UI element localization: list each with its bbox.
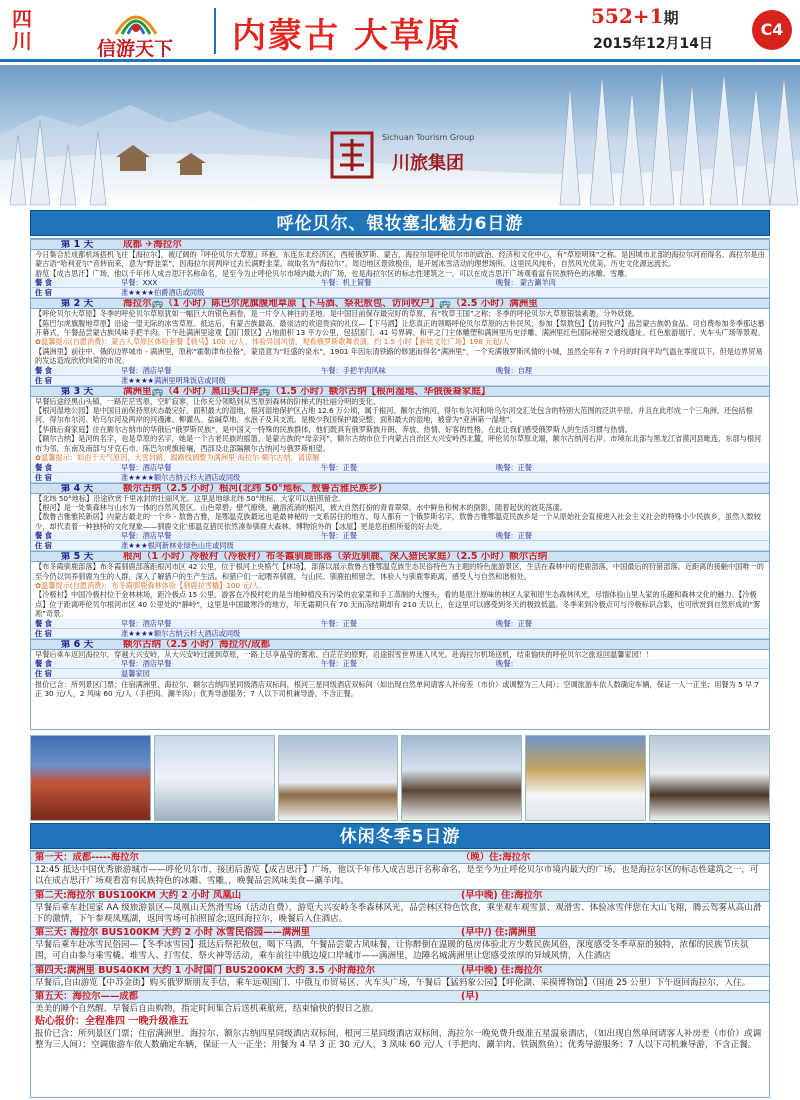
issue-num: 552: [591, 4, 633, 28]
day-row: [31, 551, 769, 562]
dinner: 晚餐：: [496, 658, 518, 668]
hotel: 温馨家园: [121, 668, 150, 678]
lunch: 午餐：手把羊肉风味: [321, 365, 386, 375]
sun-icon: [108, 6, 164, 36]
page-title: 内蒙古 大草原: [232, 16, 462, 56]
day-route: 满洲里🚌（4 小时）黑山头口岸🚌（1.5 小时）额尔古纳【根河湿地、华俄後裔家庭】: [123, 385, 491, 397]
day-row: [31, 298, 769, 309]
tour6-title-banner: 呼伦贝尔、银妆塞北魅力6日游: [30, 210, 770, 236]
day-paragraph: 【额尔古纳】是河的名字，也是草原的名字，她是一个古老民族的摇篮，是蒙古族的“母亲河”，额尔古纳市位于内蒙古自治区大兴安岭西北麓，呼伦贝尔草原北端，额尔古纳河右岸。市境东北部与黑龙江省漠河县毗连，东部与根河市为邻，东南及南部与牙克石市、陈巴尔虎旗接壤，西部及北部隔额尔古纳河与俄罗斯相望。: [35, 434, 762, 453]
photo-strip: [30, 735, 770, 821]
tour6-itinerary: [30, 238, 770, 730]
lunch: 午餐：正餐: [321, 462, 357, 472]
day-header: [31, 926, 769, 939]
meal-row: [31, 659, 769, 669]
brand-chinese-name: 川旅集团: [392, 153, 464, 174]
breakfast: 早餐：酒店早餐: [121, 462, 172, 472]
day-paragraph: 【陈巴尔虎旗腹地草原】沿途一望无际的冰雪草原。抵达后，有蒙古族最高、最崇洁的欢迎贵宾的礼仪—【下马酒】让您真正的领略呼伦贝尔草原的古朴民风；参加【祭敖包】【访问牧户】品尝蒙古族奶食品。可自费参加冬季那达慕开幕式，午餐品尝蒙古族风味手把羊肉。下午赴满洲里途观【国门景区】占地面积 13 平方公里，包括国门、41 号界碑、和平之门主体雕塑和满洲里历史浮雕、满洲里红色国际秘密交通线遗址、红色旅游展厅、火车头广场等景观。: [35, 318, 765, 338]
day-accommodation: (早中晚) 住:海拉尔: [461, 964, 543, 976]
day-paragraph: 早餐后乘车赴冰雪民俗园—【冬季冰雪园】抵达后祭祀敖包，喝下马酒，午餐品尝蒙古风味餐，让你醉倒在温暖的毡房体验北方少数民族风俗，深度感受冬季草原的独特，浓郁的民族节庆氛围，可自由参与乘雪橇、堆雪人、打雪仗、祭火神等活动，乘车前往中俄边境口岸城市——满洲里，边陲名城满洲里让您感受浓厚的异域风情，入住酒店: [35, 940, 749, 962]
day-tip: ✿温馨提示(自愿消费)：布冬霞驯鹿森林体验【驯鹿拉雪橇】100 元/人。: [35, 580, 267, 590]
day-label: 第 3 天: [60, 385, 94, 397]
day-tip: ✿温馨提示：如由于天气原因，大雪封路，跟路线调整为满洲里-海拉尔-额尔古纳，请谅解: [35, 453, 320, 463]
day-paragraph: 【布冬霞驯鹿部落】布冬霞驯鹿部落距根河市区 42 公里，位于根河上央格气【林场】，部落以展示敖鲁古雅鄂温克族生态民俗特色为主题的特色旅游景区，生活在森林中的使鹿部落，中国最后的狩猎部落。近距离的接触中国唯一的至今仍以饲养驯鹿为生的人群，深入了解猎户的生产生活。和猎户们一起喂养驯鹿，与山民、驯鹿拍照留念，体验人与驯鹿零距离，感受人与自然和谐相处。: [35, 562, 764, 581]
day-route: 额尔古纳（2.5 小时）根河(北纬 50°地标、敖鲁古雅民族乡): [123, 482, 383, 494]
breakfast: 早餐：酒店早餐: [121, 618, 172, 628]
meal-label: 餐 食: [35, 658, 52, 668]
hotel: 准★★★★额尔古纳云杉大酒店或同级: [121, 628, 241, 638]
issue-suffix: 期: [663, 9, 679, 27]
stay-label: 住 宿: [35, 668, 52, 678]
lunch: 午餐：正餐: [321, 531, 357, 541]
photo-horse-riders: [401, 735, 522, 821]
photo-frosted-trees: [154, 735, 275, 821]
day-route: 额尔古纳（2.5 小时）海拉尔/成都: [123, 638, 271, 650]
meal-row: [31, 463, 769, 473]
day-route: 成都 ✈海拉尔: [123, 239, 182, 250]
page-header: [0, 0, 800, 62]
dinner: 晚餐：正餐: [496, 462, 532, 472]
day-paragraph: 【根河】是一处集森林与山水为一体的自然风景区。山色翠碧，壁气缭绕，融溶流淌的根河，被大自然打扮的青青翠翠，水中鲜鱼和树木的倒影，随着起伏的波花荡漾。: [35, 502, 567, 512]
day-paragraph: 早餐后,自由游览【中苏金街】购买俄罗斯朋友手信，乘车远观国门、中俄互市贸易区、火车头广场，午餐后【猛犸象公园】【呼伦湖、采摸博物馆】（国道 25 公里）下午返回海拉尔，入住。: [35, 977, 751, 988]
breakfast: 早餐：酒店早餐: [121, 531, 172, 541]
day-route: 根河（1 小时）冷极村（冷极村）布冬霞驯鹿部落（亲近驯鹿、深入猎民家庭）（2.5 小时）额尔古纳: [123, 551, 548, 563]
province-label: 四川: [12, 7, 32, 53]
lunch: 午餐：正餐: [321, 618, 357, 628]
day-paragraph: 早餐后途经黑山头镇，一路茫茫雪原，空旷寂寥，让你充分领略到从雪原到森林的阶梯式的壮丽分明的变化。: [35, 396, 381, 406]
lunch: 午餐：正餐: [321, 658, 357, 668]
photo-camels-in-snow: [278, 735, 399, 821]
day-label: 第 5 天: [60, 551, 94, 563]
day-label: 第 2 天: [60, 298, 94, 310]
stay-row: [31, 473, 769, 483]
day-label: 第 6 天: [60, 638, 94, 650]
photo-birch-road: [525, 735, 646, 821]
day-accommodation: (早): [461, 991, 479, 1003]
day-paragraph: 游览【成吉思汗】广场，他以千年伟人成吉思汗名称命名，是至今为止呼伦贝尔市境内最大的广场，也是海拉尔区的标志性建筑之一，可以在成吉思汗广场观看富有民族特色的冰雕、雪雕。: [35, 268, 632, 278]
day-title: 第五天：海拉尔——成都: [35, 991, 139, 1003]
stay-label: 住 宿: [35, 375, 52, 385]
issue-date: 2015年12月14日: [593, 36, 713, 52]
day-paragraph: 【华俄后裔家庭】住在额尔古纳市的华俄后“俄罗斯民族”，是中国又一特殊的民族群体，他们既具有俄罗斯族开朗、奔放、热情、好客的性格，在此让我们感受俄罗斯人的生活习惯与热情。: [35, 424, 632, 434]
day-paragraph: 早餐后乘车返回海拉尔，穿越大兴安岭，从大兴安岭过渡到草原，一路上尽享晶莹的雾凇、白茫茫的原野，沿途银雪世界迷人风光。赴海拉尔机场送机，结束愉快的呼伦贝尔之旅返回温馨家园！！: [35, 649, 654, 659]
stay-label: 住 宿: [35, 472, 52, 482]
breakfast: 早餐：酒店早餐: [121, 658, 172, 668]
tour5-title-banner: 休闲冬季5日游: [30, 823, 770, 849]
issue-number: [591, 4, 678, 28]
day-paragraph: 美美的睡个自然醒，早餐后自由购物，指定时间集合后送机乘航班，结束愉快的假日之旅。: [35, 1004, 379, 1015]
stay-row: [31, 541, 769, 551]
day-title: 第三天: 海拉尔 BUS100KM 大约 2 小时 冰雪民俗园——满洲里: [35, 927, 311, 939]
issue-plus: +1: [632, 4, 664, 28]
meal-label: 餐 食: [35, 278, 52, 288]
day-row: [31, 639, 769, 650]
stay-row: [31, 376, 769, 386]
stay-row: [31, 669, 769, 679]
brand-english-name: Sichuan Tourism Group: [382, 133, 475, 142]
day-title: 第一天：成都-----海拉尔: [35, 852, 139, 863]
brand-seal-icon: [330, 131, 374, 181]
meal-row: [31, 531, 769, 541]
dinner: 晚餐：正餐: [496, 618, 532, 628]
meal-label: 餐 食: [35, 462, 52, 472]
day-paragraph: 今日集合於成都机场搭机飞往【海拉尔】，被辽阔的『呼伦贝尔大草原』环抱，东连东北经济区，西接俄罗斯、蒙古，海拉尔是呼伦贝尔市的政治、经济和文化中心，有“草原明珠”之称。是因城市北部的海拉尔河而得名。海拉尔是由蒙古语“哈利亚尔”音转而来，意为“野韭菜”，因海拉尔河两岸过去长满野韭菜，故取名为“海拉尔”。周边地区景致极佳，是开展冰雪活动的理想场所。这里民风纯朴，自然风光优美，历史文化源远流长。: [35, 250, 765, 269]
day-paragraph: 12:45 抵达中国优秀旅游城市——呼伦贝尔市，接团后游览【成吉思汗】广场，他以千年伟人成吉思汗名称命名，是至今为止呼伦贝尔市境内最大的广场，也是海拉尔区的标志性建筑之一，可以在成吉思汗广场观看富有民族特色的冰雕、雪雕。，晚餐品尝风味美食—涮羊肉。: [35, 865, 759, 887]
day-paragraph: 【根河湿地公园】是中国目前保持原状态最完好、面积最大的湿地，根河湿地保护区占地 12.6 万公顷，属于根河、额尔古纳河、得尔布尔河和哈乌尔河交汇处包含的特别大范围的泛洪平原，并且在此形成一个三角洲，还包括根河、得尔布尔河、哈乌尔河及两岸的河漫滩、柳灌丛、盐碱草地、水泡子及其支流。是极少我国保护最完整、面积最大的湿地，被誉为“亚洲第一湿地”。: [35, 406, 753, 425]
stay-label: 住 宿: [35, 628, 52, 638]
lunch: 午餐：机上简餐: [321, 278, 372, 288]
dinner: 晚餐：自理: [496, 365, 532, 375]
day-paragraph: 【呼伦贝尔大草原】冬季的呼伦贝尔草原犹如一幅巨大的银色画卷，是一片令人神往的圣地。是中国目前保存最完好的草原，有“牧草王国”之称；冬季的呼伦贝尔大草原银装素裹，分外妖娆。: [35, 309, 640, 319]
tour5-price-info: 报价已含：所列景区门票；住宿满洲里、海拉尔、额尔古纳四星同级酒店双标间，根河三星同级酒店双标间，海拉尔一晚免费升级准五星温泉酒店，（如出现自然单间请客人补房差（市价）或调整为三人间）；空调旅游车依人数确定车辆，保证一人一正坐；用餐为 4 早 3 正 30 元/人，3 风味 60 元/人（手把肉、涮羊肉、铁锅熬鱼）；优秀导游服务；7 人以下司机兼导游，不含正餐。: [35, 1028, 762, 1050]
day-title: 第二天:海拉尔 BUS100KM 大约 2 小时 凤凰山: [35, 889, 242, 901]
logo-text: 信游天下: [96, 38, 173, 60]
meal-label: 餐 食: [35, 365, 52, 375]
hotel: 准★★★根河新林业绿色山庄或同级: [121, 541, 234, 551]
day-header: [31, 990, 769, 1003]
tour5-itinerary: [30, 850, 770, 1098]
meal-label: 餐 食: [35, 531, 52, 541]
tour6-price-info: 报价已含：所列景区门票；住宿满洲里、海拉尔、额尔古纳四星同级酒店双标间，根河三星同级酒店双标间（如出现自然单间请客人补房差（市价）或调整为三人间）；空调旅游车依人数确定车辆，保证一人一正坐；用餐为 5 早 7 正 30 元/人，2 风味 60 元/人（手把肉、涮羊肉）；优秀导游服务；7 人以下司机兼导游，不含正餐。: [35, 679, 759, 699]
day-paragraph: 【敖鲁古雅雅民新居】内蒙古最北的一个乡 - 敖鲁古雅，是鄂温克族最远也是最神秘的一支系居住的地方。每人都有一个俄罗斯名字，敖鲁古雅鄂温克民族乡是一个从原始社会直接进入社会主义社会的特殊小少民族乡，虽然人数较少，却代表着一种独特的文化现象——驯鹿文化'那温克猎民依然凑参驯鹿大森林。博物馆外的【冰屋】更是您拍照所爱的好去处。: [35, 512, 761, 531]
day-accommodation: (早中晚) 住:海拉尔: [461, 889, 543, 901]
hotel: 准★★★★伯爵酒店或同级: [121, 288, 205, 298]
hero-snow-landscape: [0, 65, 800, 210]
stay-label: 住 宿: [35, 541, 52, 551]
header-divider: [214, 8, 216, 54]
day-header: [31, 889, 769, 902]
dinner: 晚餐： 蒙古涮羊肉: [496, 278, 556, 288]
day-header: [31, 964, 769, 977]
stay-label: 住 宿: [35, 288, 52, 298]
day-row: [31, 483, 769, 494]
tour5-price-label: 贴心报价：全程准四 一晚升级准五: [35, 1016, 189, 1028]
day-tip: ✿温馨提示(自愿消费)：蒙古人草原区体验套餐【骑马】100 元/人、体验异国风情，观看俄罗斯歌舞表演，约 1.5 小时【套娃文化广场】198 元起/人: [35, 337, 510, 347]
meal-label: 餐 食: [35, 618, 52, 628]
day-row: [31, 239, 769, 250]
day-paragraph: 【冷极村】中国冷极村位于金林林场，距冷极点 15 公里，游客在冷极村吃的是当地种植没有污染的农家菜和手工蒸制的大馒头，看的是原汁原味的林区人家和原生态森林风光，尽情体验山里人家的乐趣和森林文化的魅力。【冷极点】位于距离呼伦贝尔根河市区 40 公里处的“静岭”，这里是中国最寒冷的地方，年无霜期只有 70 天而冻结期却有 210 天以上，在这里可以感受到冬天的极致低温。冬季来到冷极点可与冷极标识合影，也可欣赏到自然形成的“雾凇”奇景。: [35, 590, 761, 619]
day-label: 第 1 天: [60, 239, 94, 250]
day-paragraph: 早餐后乘车赴国家 AA 级旅游景区—凤凰山天然滑雪场（活动自费），游览大兴安岭冬季森林风光，品尝林区特色饮食，乘坐观车观雪景、观滑雪、体验冰雪伴您在大山飞翔，腾云驾雾从高山滑下的激情，下午参观凤凰湖，返回雪场可拍照留念;返回海拉尔，晚餐后入住酒店。: [35, 902, 762, 924]
day-accommodation: （晚）住:海拉尔: [461, 852, 531, 863]
day-accommodation: (早中/) 住:满洲里: [461, 927, 537, 939]
brand-logo: [70, 4, 200, 58]
photo-mongolian-girl: [30, 735, 151, 821]
day-header: [31, 851, 769, 864]
dinner: 晚餐：正餐: [496, 531, 532, 541]
day-label: 第 4 天: [60, 482, 94, 494]
day-route: 海拉尔🚌（1 小时）陈巴尔虎旗腹地草原【下马酒、祭祀敖包、访问牧户】🚌（2.5 小时）满洲里: [123, 298, 538, 310]
hotel: 准★★★★满洲里明珠饭店或同级: [121, 375, 226, 385]
page-number-badge: C4: [752, 10, 792, 50]
day-paragraph: 【北纬 50°地标】沿途欣赏千里冰封的壮丽风光。这里是地球北纬 50°地标，大家可以拍照留念。: [35, 493, 346, 503]
meal-row: [31, 619, 769, 629]
meal-row: [31, 278, 769, 288]
photo-herders-on-horses: [649, 735, 770, 821]
sichuan-tourism-brand: [330, 125, 480, 195]
day-row: [31, 386, 769, 397]
day-paragraph: 【满洲里】前往中、俄的边界城市 - 满洲里，原称“霍勒津布拉格”，蒙语意为“旺盛的泉水”，1901 年因东清铁路的修建而得名“满洲里”，一个充满俄罗斯风情的小城，虽然全年有 7 个月的时间平均气温在零度以下，但是边界贸易的发达造成欣欣向荣的市况。: [35, 346, 763, 366]
breakfast: 早餐：酒店早餐: [121, 365, 172, 375]
stay-row: [31, 629, 769, 639]
breakfast: 早餐：XXX: [121, 278, 158, 288]
hotel: 准★★★★额尔古纳云杉大酒店或同级: [121, 472, 241, 482]
meal-row: [31, 366, 769, 376]
stay-row: [31, 288, 769, 298]
day-title: 第四天:满洲里 BUS40KM 大约 1 小时国门 BUS200KM 大约 3.5 小时海拉尔: [35, 964, 375, 976]
